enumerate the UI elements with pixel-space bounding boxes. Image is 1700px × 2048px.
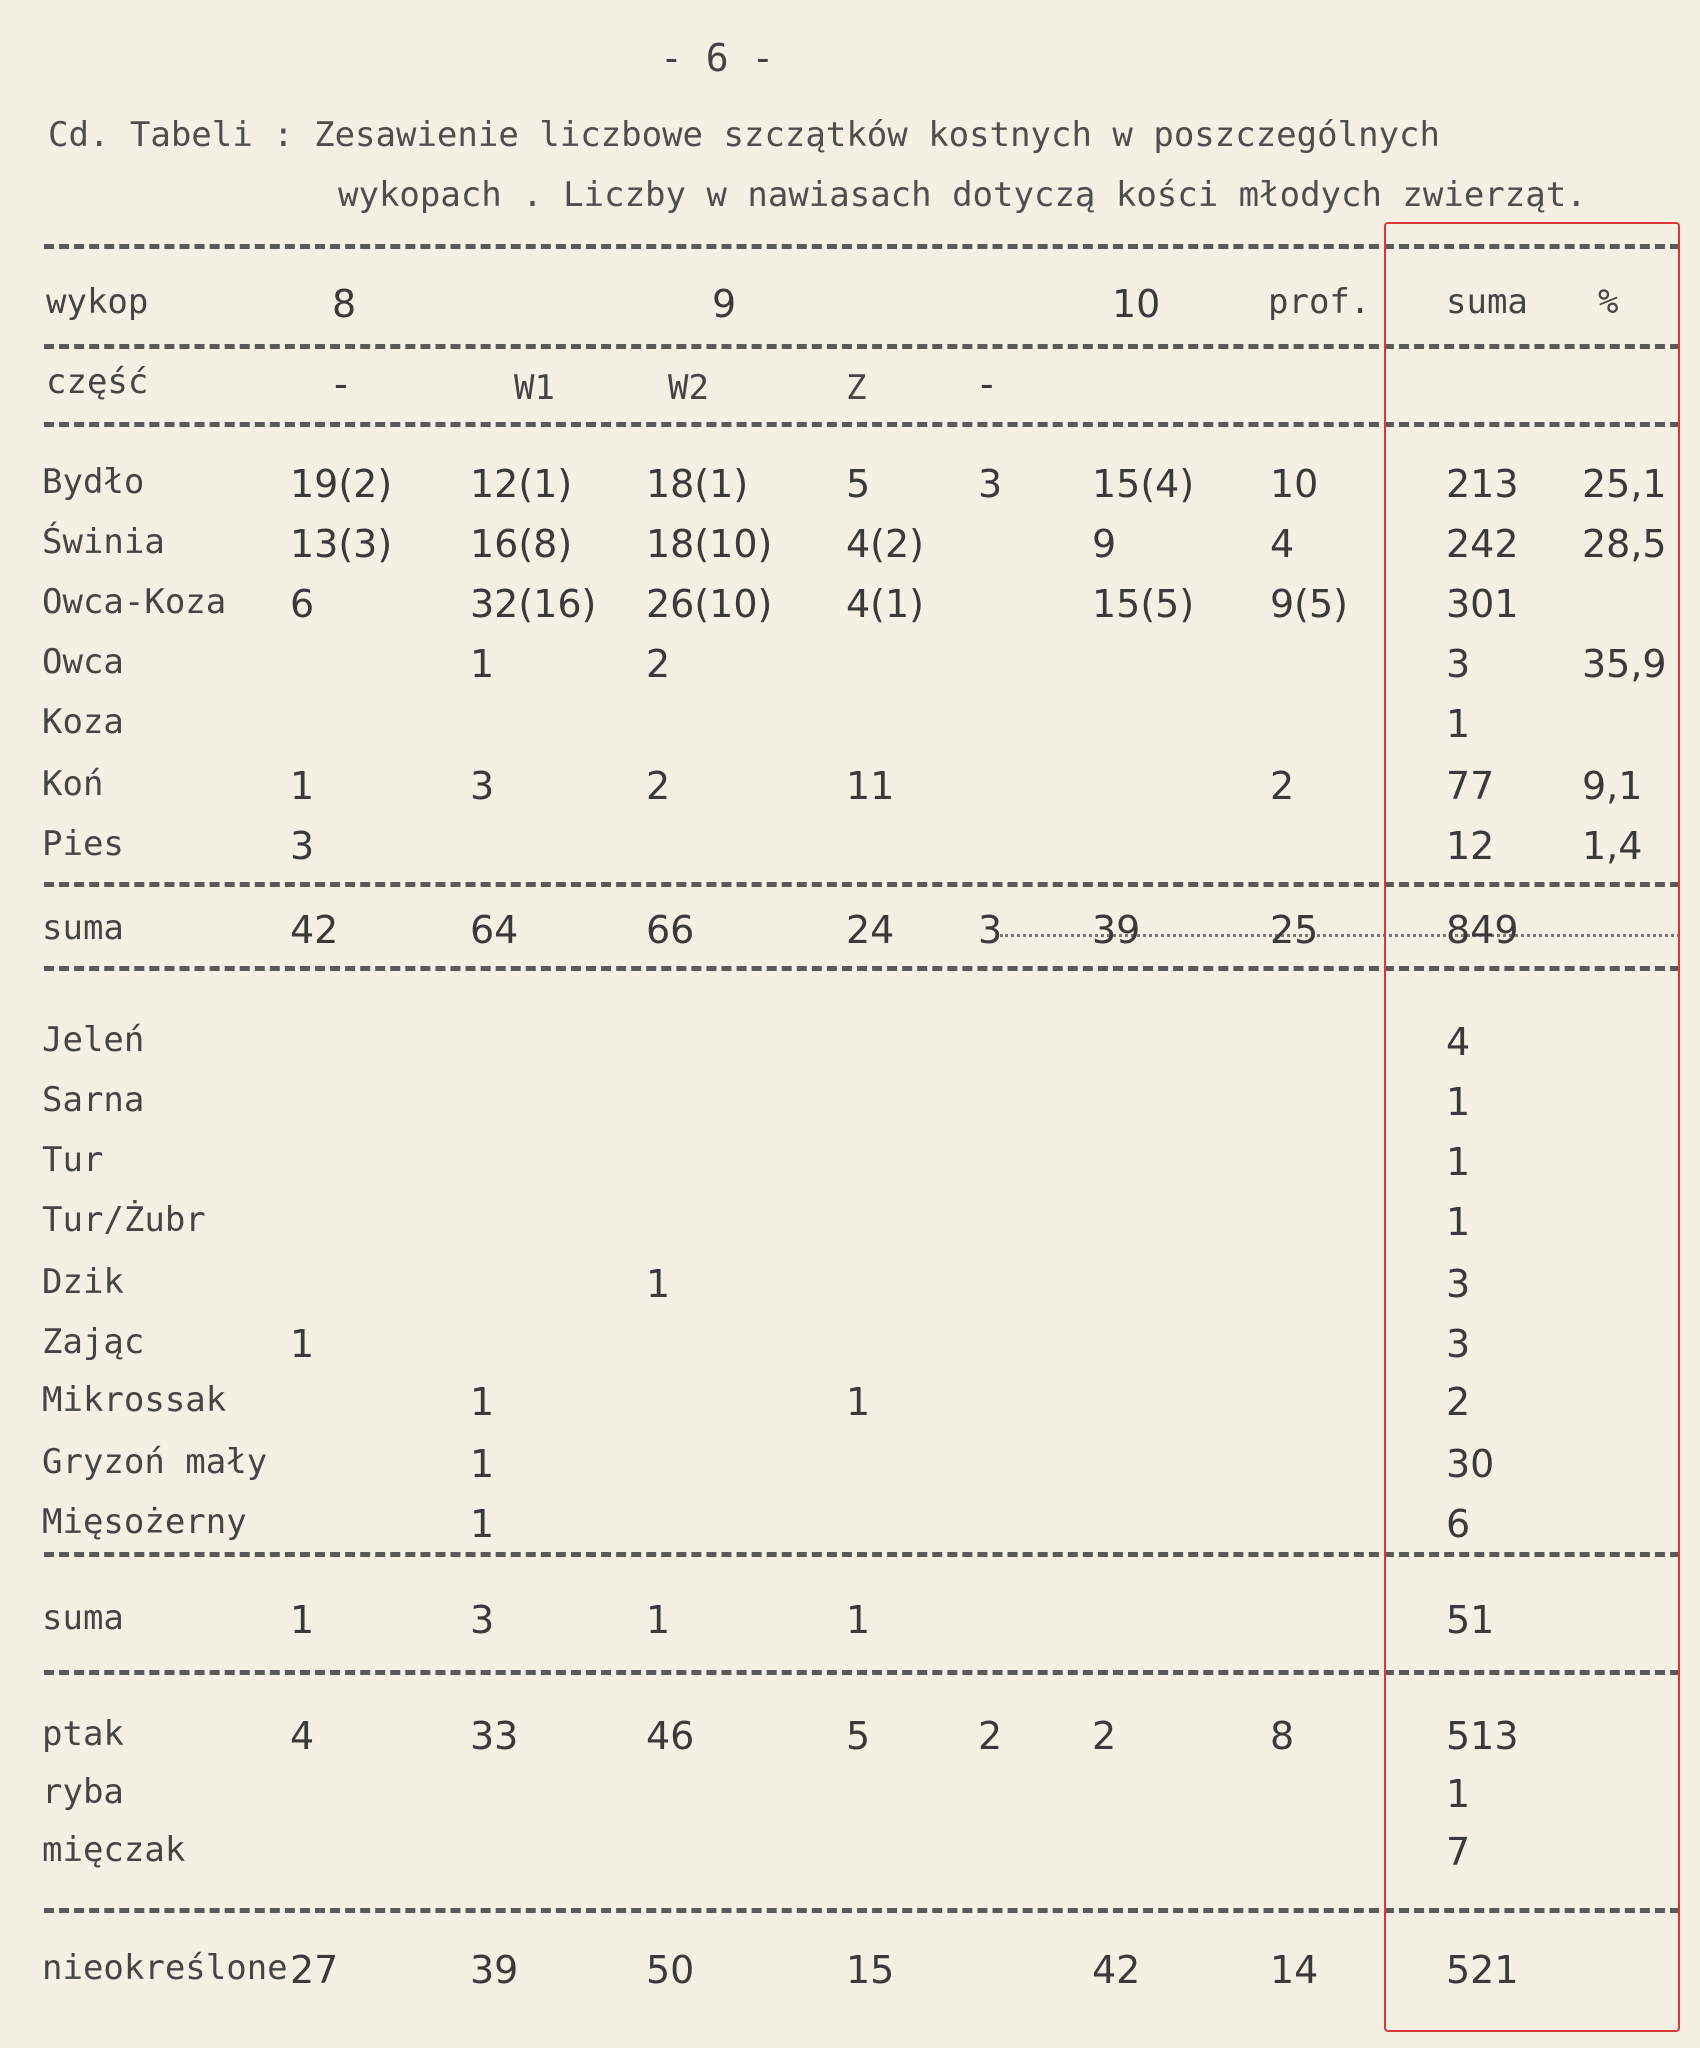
cell-c1: 4 xyxy=(290,1714,315,1758)
cell-c6: 42 xyxy=(1092,1948,1141,1992)
row-label: suma xyxy=(42,1598,124,1638)
cell-c7: 10 xyxy=(1270,462,1319,506)
cell-c3: 18(10) xyxy=(646,522,773,566)
cell-sum: 513 xyxy=(1446,1714,1519,1758)
row-label: Koń xyxy=(42,764,104,804)
row-label: Bydło xyxy=(42,462,145,502)
cell-sum: 12 xyxy=(1446,824,1495,868)
row-label: ptak xyxy=(42,1714,124,1754)
cell-sum: 3 xyxy=(1446,1322,1471,1366)
cell-c4: 4(1) xyxy=(846,582,925,626)
row-label: Koza xyxy=(42,702,124,742)
cell-c2: 3 xyxy=(470,764,495,808)
row-label: nieokreślone xyxy=(42,1948,288,1988)
cell-c3: 46 xyxy=(646,1714,695,1758)
cell-c2: 16(8) xyxy=(470,522,573,566)
cell-sum: 30 xyxy=(1446,1442,1495,1486)
row-label: Tur xyxy=(42,1140,104,1180)
cell-sum: 51 xyxy=(1446,1598,1495,1642)
cell-c1: 42 xyxy=(290,908,339,952)
cell-c2: 33 xyxy=(470,1714,519,1758)
wykop-9: 9 xyxy=(712,282,737,326)
row-label: Jeleń xyxy=(42,1020,145,1060)
cell-c6: 39 xyxy=(1092,908,1141,952)
cell-c1: 13(3) xyxy=(290,522,393,566)
czesc-dash-2: - xyxy=(980,362,994,406)
row-label: Mikrossak xyxy=(42,1380,227,1420)
cell-c6: 2 xyxy=(1092,1714,1117,1758)
row-label: Owca-Koza xyxy=(42,582,227,622)
cell-c7: 8 xyxy=(1270,1714,1295,1758)
cell-c1: 1 xyxy=(290,764,315,808)
czesc-w2: W2 xyxy=(668,368,709,408)
cell-c4: 24 xyxy=(846,908,895,952)
cell-sum: 77 xyxy=(1446,764,1495,808)
cell-sum: 1 xyxy=(1446,1200,1471,1244)
cell-c7: 14 xyxy=(1270,1948,1319,1992)
czesc-z: Z xyxy=(846,368,867,408)
cell-sum: 521 xyxy=(1446,1948,1519,1992)
cell-c3: 18(1) xyxy=(646,462,749,506)
cell-sum: 301 xyxy=(1446,582,1519,626)
cell-sum: 1 xyxy=(1446,702,1471,746)
wykop-10: 10 xyxy=(1112,282,1161,326)
cell-pct: 9,1 xyxy=(1582,764,1643,808)
cell-c2: 12(1) xyxy=(470,462,573,506)
cell-c1: 3 xyxy=(290,824,315,868)
row-label: Tur/Żubr xyxy=(42,1200,206,1240)
cell-sum: 7 xyxy=(1446,1830,1471,1874)
cell-c3: 2 xyxy=(646,642,671,686)
cell-c7: 4 xyxy=(1270,522,1295,566)
cell-c3: 1 xyxy=(646,1598,671,1642)
cell-pct: 35,9 xyxy=(1582,642,1667,686)
cell-c2: 64 xyxy=(470,908,519,952)
cell-pct: 28,5 xyxy=(1582,522,1667,566)
caption-line-1: Cd. Tabeli : Zesawienie liczbowe szczątków kostnych w poszczególnych xyxy=(48,115,1440,155)
cell-c2: 1 xyxy=(470,1442,495,1486)
cell-c3: 66 xyxy=(646,908,695,952)
cell-sum: 1 xyxy=(1446,1140,1471,1184)
cell-c1: 1 xyxy=(290,1322,315,1366)
row-label: Gryzoń mały xyxy=(42,1442,268,1482)
cell-c4: 4(2) xyxy=(846,522,925,566)
cell-c2: 1 xyxy=(470,1502,495,1546)
row-label: Dzik xyxy=(42,1262,124,1302)
cell-sum: 213 xyxy=(1446,462,1519,506)
wykop-prof: prof. xyxy=(1268,282,1371,322)
cell-c3: 1 xyxy=(646,1262,671,1306)
row-label: Zając xyxy=(42,1322,145,1362)
cell-c4: 15 xyxy=(846,1948,895,1992)
row-label: ryba xyxy=(42,1772,124,1812)
row-label: Pies xyxy=(42,824,124,864)
cell-c1: 27 xyxy=(290,1948,339,1992)
cell-sum: 1 xyxy=(1446,1772,1471,1816)
table-caption xyxy=(48,105,1587,225)
row-label: mięczak xyxy=(42,1830,186,1870)
cell-c5: 3 xyxy=(978,908,1003,952)
cell-c1: 1 xyxy=(290,1598,315,1642)
cell-c4: 11 xyxy=(846,764,895,808)
row-label: Owca xyxy=(42,642,124,682)
cell-c2: 1 xyxy=(470,642,495,686)
cell-c6: 9 xyxy=(1092,522,1117,566)
cell-c3: 2 xyxy=(646,764,671,808)
cell-c2: 39 xyxy=(470,1948,519,1992)
cell-c4: 1 xyxy=(846,1380,871,1424)
cell-c5: 2 xyxy=(978,1714,1003,1758)
cell-c4: 5 xyxy=(846,1714,871,1758)
cell-pct: 25,1 xyxy=(1582,462,1667,506)
cell-sum: 3 xyxy=(1446,642,1471,686)
cell-sum: 849 xyxy=(1446,908,1519,952)
row-label: Sarna xyxy=(42,1080,145,1120)
cell-c3: 26(10) xyxy=(646,582,773,626)
cell-sum: 2 xyxy=(1446,1380,1471,1424)
row-label: Mięsożerny xyxy=(42,1502,247,1542)
cell-c1: 6 xyxy=(290,582,315,626)
cell-c2: 3 xyxy=(470,1598,495,1642)
czesc-dash-1: - xyxy=(334,362,348,406)
suma-header: suma xyxy=(1446,282,1528,322)
percent-header: % xyxy=(1598,282,1619,322)
cell-c7: 2 xyxy=(1270,764,1295,808)
row-label: suma xyxy=(42,908,124,948)
cell-c6: 15(5) xyxy=(1092,582,1195,626)
cell-c1: 19(2) xyxy=(290,462,393,506)
cell-c4: 1 xyxy=(846,1598,871,1642)
caption-line-2: wykopach . Liczby w nawiasach dotyczą kości młodych zwierząt. xyxy=(338,175,1587,215)
row-label: Świnia xyxy=(42,522,165,562)
wykop-label: wykop xyxy=(46,282,149,322)
czesc-w1: W1 xyxy=(514,368,555,408)
cell-c5: 3 xyxy=(978,462,1003,506)
wykop-8: 8 xyxy=(332,282,357,326)
cell-c3: 50 xyxy=(646,1948,695,1992)
cell-c7: 25 xyxy=(1270,908,1319,952)
page-number: - 6 - xyxy=(660,36,775,80)
cell-c2: 32(16) xyxy=(470,582,597,626)
cell-sum: 6 xyxy=(1446,1502,1471,1546)
cell-c2: 1 xyxy=(470,1380,495,1424)
cell-c6: 15(4) xyxy=(1092,462,1195,506)
cell-c7: 9(5) xyxy=(1270,582,1349,626)
cell-sum: 242 xyxy=(1446,522,1519,566)
cell-sum: 4 xyxy=(1446,1020,1471,1064)
cell-sum: 1 xyxy=(1446,1080,1471,1124)
cell-pct: 1,4 xyxy=(1582,824,1643,868)
cell-sum: 3 xyxy=(1446,1262,1471,1306)
czesc-label: część xyxy=(46,362,149,402)
cell-c4: 5 xyxy=(846,462,871,506)
